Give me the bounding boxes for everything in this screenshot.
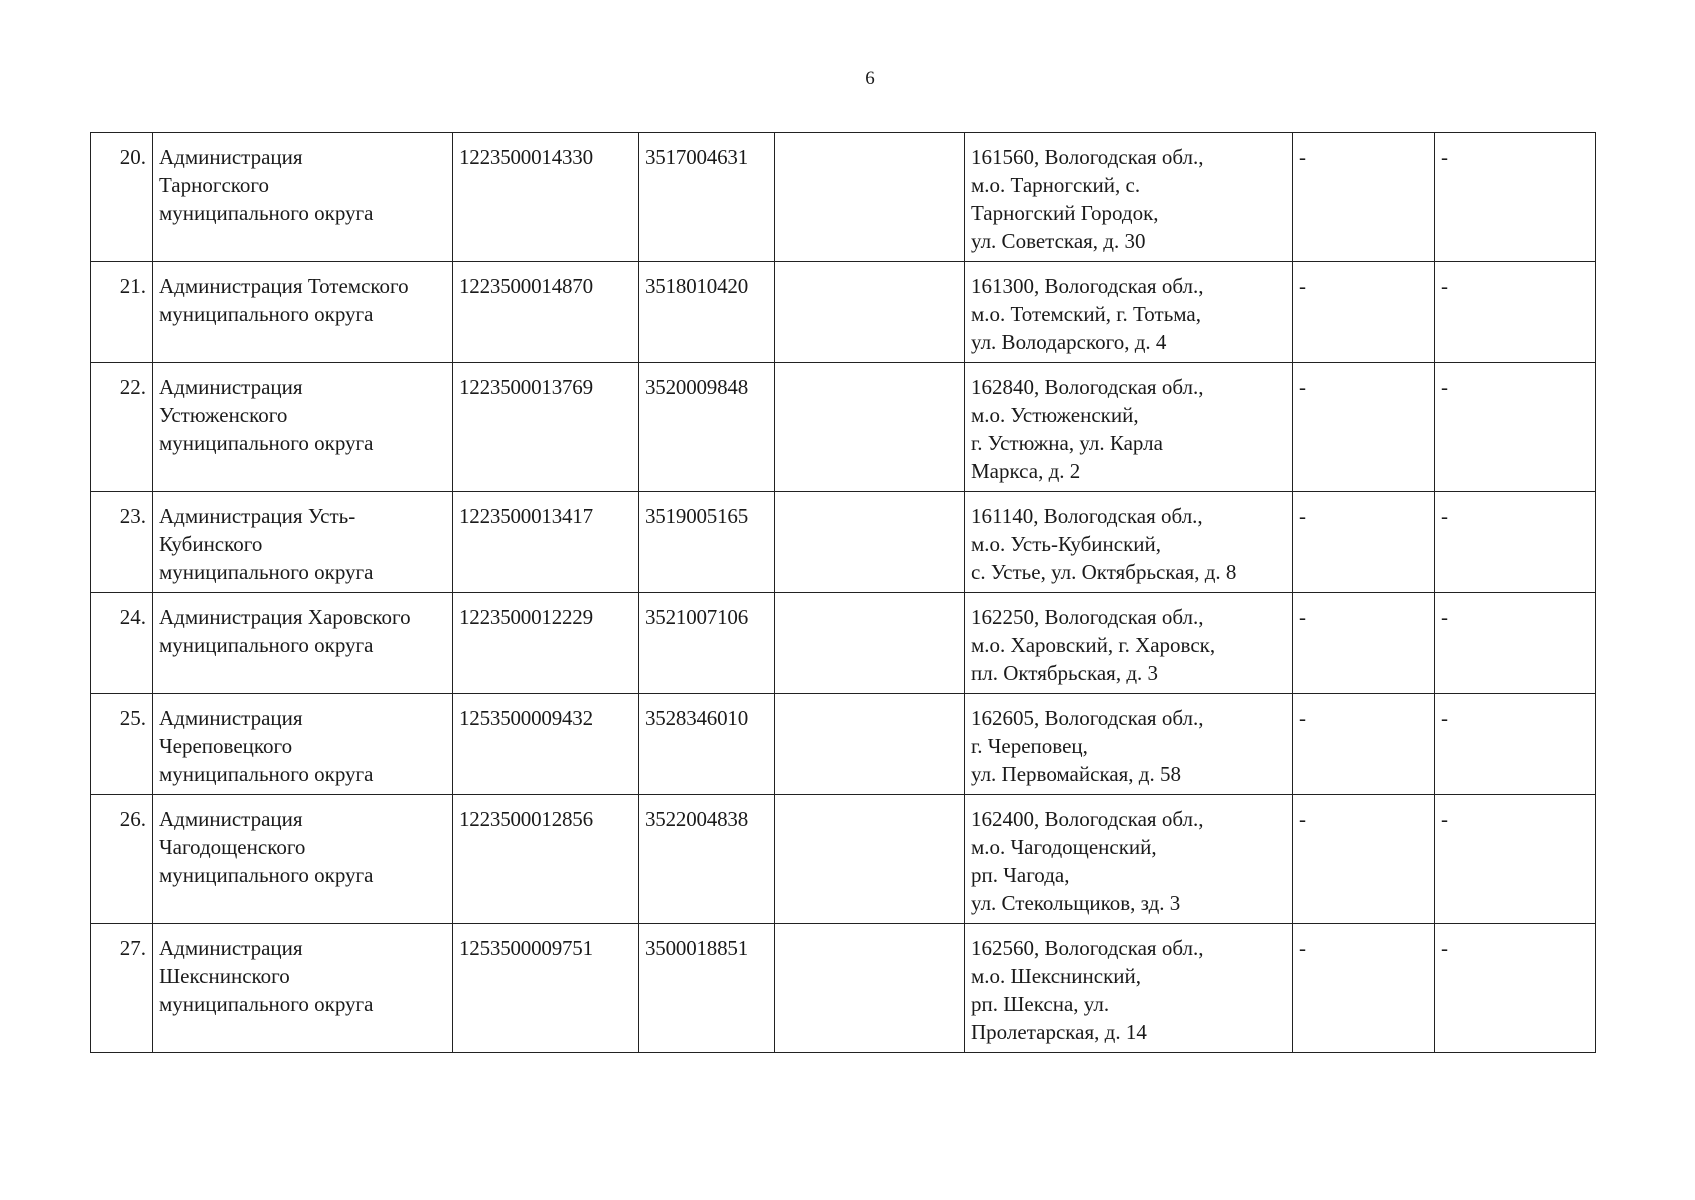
organization-name: Администрация Шекснинского муниципального округа [153, 924, 453, 1053]
row-number: 26. [91, 795, 153, 924]
dash-cell: - [1435, 593, 1596, 694]
dash-cell: - [1293, 593, 1435, 694]
row-number: 20. [91, 133, 153, 262]
dash-cell: - [1293, 363, 1435, 492]
row-number: 25. [91, 694, 153, 795]
empty-cell [775, 133, 965, 262]
table-row [91, 924, 1596, 1053]
dash-cell: - [1435, 492, 1596, 593]
address-cell: 162400, Вологодская обл., м.о. Чагодощенский, рп. Чагода, ул. Стекольщиков, зд. 3 [965, 795, 1293, 924]
empty-cell [775, 363, 965, 492]
dash-cell: - [1293, 133, 1435, 262]
dash-cell: - [1293, 262, 1435, 363]
ogrn-code: 1223500012229 [453, 593, 639, 694]
organization-name: Администрация Устюженского муниципального округа [153, 363, 453, 492]
empty-cell [775, 262, 965, 363]
empty-cell [775, 924, 965, 1053]
ogrn-code: 1223500013769 [453, 363, 639, 492]
dash-cell: - [1293, 924, 1435, 1053]
inn-code: 3517004631 [639, 133, 775, 262]
address-cell: 162250, Вологодская обл., м.о. Харовский, г. Харовск, пл. Октябрьская, д. 3 [965, 593, 1293, 694]
ogrn-code: 1223500014330 [453, 133, 639, 262]
address-cell: 162840, Вологодская обл., м.о. Устюженский, г. Устюжна, ул. Карла Маркса, д. 2 [965, 363, 1293, 492]
ogrn-code: 1223500014870 [453, 262, 639, 363]
inn-code: 3528346010 [639, 694, 775, 795]
dash-cell: - [1435, 133, 1596, 262]
ogrn-code: 1223500013417 [453, 492, 639, 593]
organization-name: Администрация Усть- Кубинского муниципального округа [153, 492, 453, 593]
row-number: 23. [91, 492, 153, 593]
organization-name: Администрация Чагодощенского муниципального округа [153, 795, 453, 924]
empty-cell [775, 492, 965, 593]
inn-code: 3522004838 [639, 795, 775, 924]
inn-code: 3520009848 [639, 363, 775, 492]
address-cell: 162560, Вологодская обл., м.о. Шекснинский, рп. Шексна, ул. Пролетарская, д. 14 [965, 924, 1293, 1053]
row-number: 22. [91, 363, 153, 492]
table-row [91, 363, 1596, 492]
empty-cell [775, 593, 965, 694]
dash-cell: - [1435, 262, 1596, 363]
table-row [91, 492, 1596, 593]
registry-table-body [91, 133, 1596, 1053]
organization-name: Администрация Харовского муниципального округа [153, 593, 453, 694]
table-row [91, 795, 1596, 924]
table-row [91, 133, 1596, 262]
dash-cell: - [1435, 363, 1596, 492]
dash-cell: - [1293, 795, 1435, 924]
table-row [91, 262, 1596, 363]
dash-cell: - [1293, 492, 1435, 593]
address-cell: 161300, Вологодская обл., м.о. Тотемский, г. Тотьма, ул. Володарского, д. 4 [965, 262, 1293, 363]
inn-code: 3518010420 [639, 262, 775, 363]
dash-cell: - [1435, 694, 1596, 795]
ogrn-code: 1223500012856 [453, 795, 639, 924]
dash-cell: - [1435, 795, 1596, 924]
table-row [91, 593, 1596, 694]
row-number: 27. [91, 924, 153, 1053]
page-number: 6 [865, 68, 875, 89]
address-cell: 161560, Вологодская обл., м.о. Тарногский, с. Тарногский Городок, ул. Советская, д. 30 [965, 133, 1293, 262]
ogrn-code: 1253500009751 [453, 924, 639, 1053]
row-number: 21. [91, 262, 153, 363]
organization-name: Администрация Тарногского муниципального округа [153, 133, 453, 262]
ogrn-code: 1253500009432 [453, 694, 639, 795]
organization-name: Администрация Тотемского муниципального округа [153, 262, 453, 363]
table-row [91, 694, 1596, 795]
address-cell: 162605, Вологодская обл., г. Череповец, ул. Первомайская, д. 58 [965, 694, 1293, 795]
registry-table [90, 132, 1596, 1053]
inn-code: 3521007106 [639, 593, 775, 694]
empty-cell [775, 694, 965, 795]
empty-cell [775, 795, 965, 924]
dash-cell: - [1293, 694, 1435, 795]
organization-name: Администрация Череповецкого муниципального округа [153, 694, 453, 795]
inn-code: 3519005165 [639, 492, 775, 593]
inn-code: 3500018851 [639, 924, 775, 1053]
row-number: 24. [91, 593, 153, 694]
address-cell: 161140, Вологодская обл., м.о. Усть-Кубинский, с. Устье, ул. Октябрьская, д. 8 [965, 492, 1293, 593]
dash-cell: - [1435, 924, 1596, 1053]
